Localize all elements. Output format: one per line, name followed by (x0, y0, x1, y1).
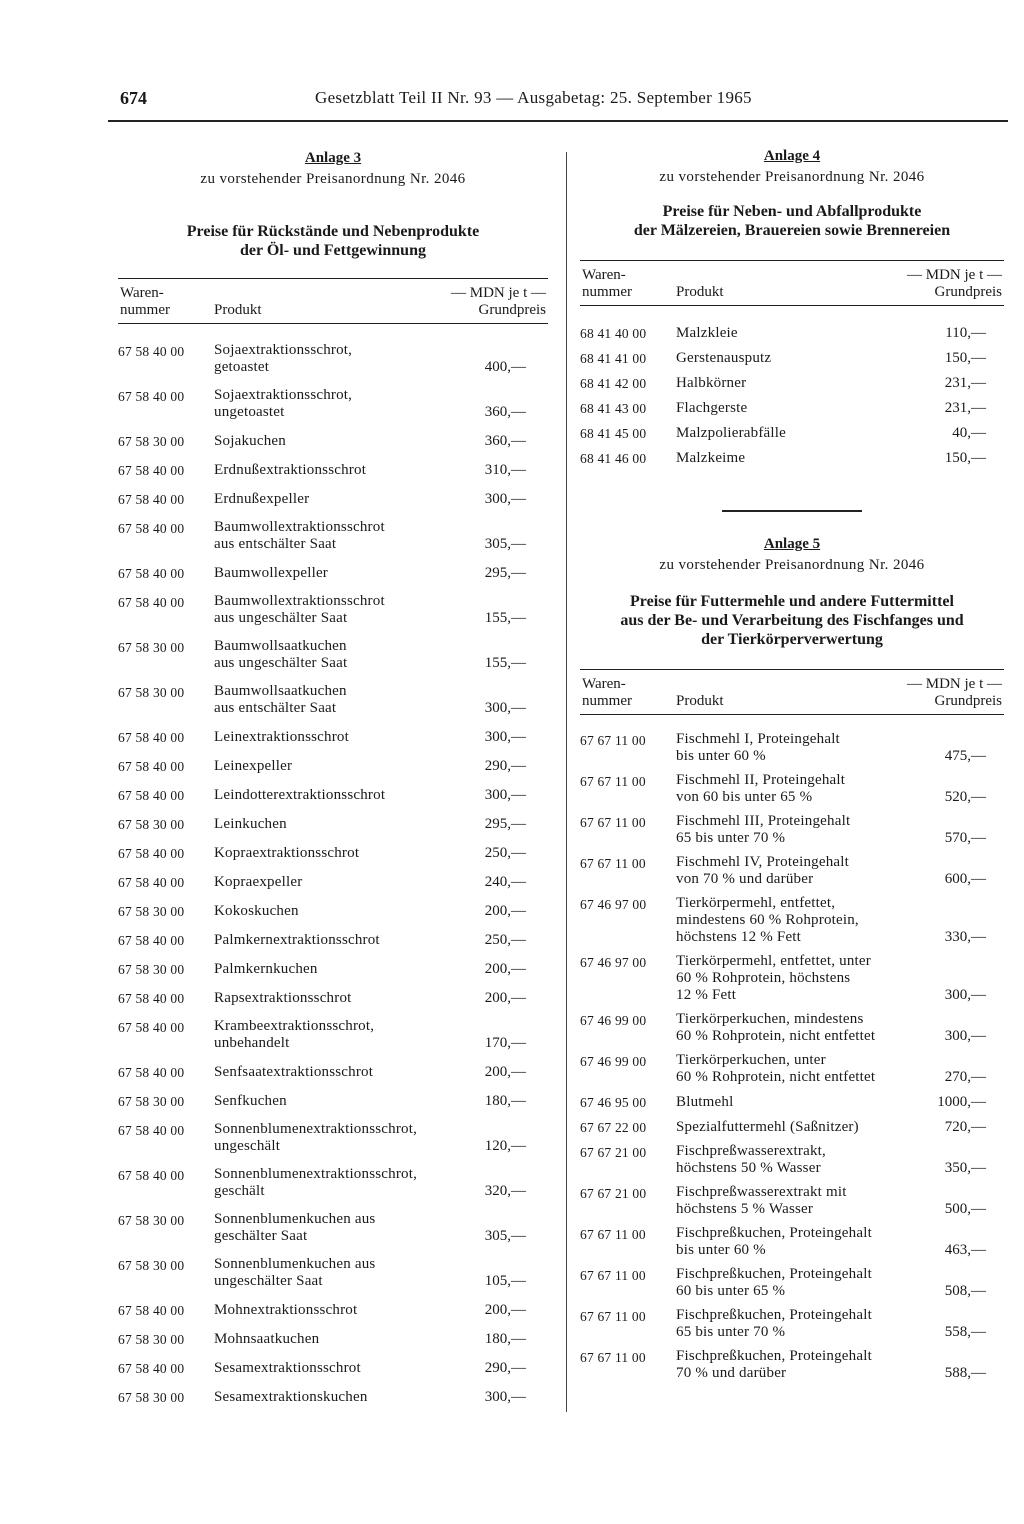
warennummer-cell: 67 67 11 00 (580, 856, 646, 871)
grundpreis-cell: 475,— (944, 748, 986, 764)
grundpreis-cell: 500,— (944, 1201, 986, 1217)
produkt-cell: Sojaextraktionsschrot, getoastet (214, 342, 353, 375)
grundpreis-cell: 300,— (944, 1028, 986, 1044)
produkt-cell: Senfsaatextraktionsschrot (214, 1064, 374, 1080)
produkt-cell: Sonnenblumenextraktionsschrot, geschält (214, 1166, 418, 1199)
produkt-cell: Palmkernkuchen (214, 961, 318, 977)
produkt-cell: Leindotterextraktionsschrot (214, 787, 386, 803)
anlage-3-subtitle: zu vorstehender Preisanordnung Nr. 2046 (200, 171, 466, 187)
warennummer-cell: 67 58 40 00 (118, 1123, 185, 1138)
produkt-cell: Fischpreßkuchen, Proteingehalt 60 bis unter 65 % (676, 1266, 872, 1299)
grundpreis-cell: 508,— (944, 1283, 986, 1299)
produkt-cell: Blutmehl (676, 1094, 734, 1110)
anlage-4-subtitle: zu vorstehender Preisanordnung Nr. 2046 (659, 169, 925, 185)
table-row (118, 1330, 548, 1348)
warennummer-cell: 67 58 40 00 (118, 521, 185, 536)
table-row (118, 1256, 548, 1290)
grundpreis-cell: 305,— (484, 536, 526, 552)
grundpreis-cell: 250,— (484, 845, 526, 861)
table-row (580, 1093, 1004, 1111)
grundpreis-cell: 360,— (484, 433, 526, 449)
table-row (118, 815, 548, 833)
grundpreis-cell: 40,— (952, 425, 986, 441)
warennummer-cell: 67 46 97 00 (580, 955, 647, 970)
column-header-warennummer: Waren- nummer (582, 267, 632, 300)
warennummer-cell: 67 46 95 00 (580, 1095, 647, 1110)
produkt-cell: Malzkleie (676, 325, 738, 341)
table-row (118, 989, 548, 1007)
produkt-cell: Baumwollextraktionsschrot aus entschälter Saat (214, 519, 385, 552)
warennummer-cell: 67 58 30 00 (118, 1332, 185, 1347)
anlage-5-title (580, 592, 1004, 649)
produkt-cell: Fischmehl IV, Proteingehalt von 70 % und darüber (676, 854, 850, 887)
grundpreis-cell: 155,— (484, 610, 526, 626)
grundpreis-cell: 120,— (484, 1138, 526, 1154)
warennummer-cell: 67 67 11 00 (580, 1350, 646, 1365)
produkt-cell: Sonnenblumenextraktionsschrot, ungeschält (214, 1121, 418, 1154)
warennummer-cell: 67 46 97 00 (580, 897, 647, 912)
warennummer-cell: 67 58 40 00 (118, 1065, 185, 1080)
produkt-cell: Leinkuchen (214, 816, 287, 832)
warennummer-cell: 67 58 40 00 (118, 846, 185, 861)
table-row (580, 449, 1004, 467)
produkt-cell: Erdnußexpeller (214, 491, 310, 507)
produkt-cell: Sesamextraktionskuchen (214, 1389, 368, 1405)
grundpreis-cell: 300,— (484, 787, 526, 803)
grundpreis-cell: 600,— (944, 871, 986, 887)
table-row (118, 1211, 548, 1245)
table-row (580, 1307, 1004, 1341)
produkt-cell: Kopraexpeller (214, 874, 303, 890)
table-row (118, 1166, 548, 1200)
warennummer-cell: 67 67 22 00 (580, 1120, 647, 1135)
grundpreis-cell: 300,— (484, 729, 526, 745)
table-row (118, 432, 548, 450)
produkt-cell: Sonnenblumenkuchen aus geschälter Saat (214, 1211, 376, 1244)
table-row (118, 1092, 548, 1110)
produkt-cell: Gerstenausputz (676, 350, 772, 366)
warennummer-cell: 67 58 30 00 (118, 1390, 185, 1405)
table-row (580, 813, 1004, 847)
produkt-cell: Fischmehl I, Proteingehalt bis unter 60 % (676, 731, 840, 764)
warennummer-cell: 67 58 30 00 (118, 962, 185, 977)
table-row (580, 772, 1004, 806)
warennummer-cell: 67 58 40 00 (118, 1020, 185, 1035)
anlage-5-subtitle: zu vorstehender Preisanordnung Nr. 2046 (659, 557, 925, 573)
grundpreis-cell: 570,— (944, 830, 986, 846)
warennummer-cell: 67 58 30 00 (118, 817, 185, 832)
anlage-5-table-header (580, 669, 1004, 715)
warennummer-cell: 67 58 40 00 (118, 344, 185, 359)
grundpreis-cell: 558,— (944, 1324, 986, 1340)
grundpreis-cell: 300,— (484, 700, 526, 716)
anlage-4-title (580, 202, 1004, 240)
warennummer-cell: 67 58 40 00 (118, 463, 185, 478)
warennummer-cell: 67 58 40 00 (118, 1361, 185, 1376)
column-header-warennummer: Waren- nummer (120, 285, 170, 318)
table-row (580, 424, 1004, 442)
table-row (118, 638, 548, 672)
warennummer-cell: 67 58 40 00 (118, 566, 185, 581)
grundpreis-cell: 300,— (944, 987, 986, 1003)
produkt-cell: Fischmehl III, Proteingehalt 65 bis unter 70 % (676, 813, 851, 846)
produkt-cell: Leinexpeller (214, 758, 293, 774)
grundpreis-cell: 310,— (484, 462, 526, 478)
produkt-cell: Fischpreßkuchen, Proteingehalt 70 % und darüber (676, 1348, 872, 1381)
grundpreis-cell: 200,— (484, 961, 526, 977)
column-header-produkt: Produkt (214, 302, 262, 318)
warennummer-cell: 67 58 40 00 (118, 991, 185, 1006)
table-row (118, 786, 548, 804)
warennummer-cell: 67 58 40 00 (118, 875, 185, 890)
table-row (118, 519, 548, 553)
anlage-4-table-header (580, 260, 1004, 306)
produkt-cell: Fischpreßkuchen, Proteingehalt bis unter 60 % (676, 1225, 872, 1258)
grundpreis-cell: 350,— (944, 1160, 986, 1176)
produkt-cell: Sojakuchen (214, 433, 286, 449)
grundpreis-cell: 200,— (484, 990, 526, 1006)
anlage-5-title-line2: aus der Be- und Verarbeitung des Fischfanges und (620, 612, 964, 629)
table-row (580, 374, 1004, 392)
anlage-4-title-line1: Preise für Neben- und Abfallprodukte (662, 203, 922, 220)
produkt-cell: Malzkeime (676, 450, 746, 466)
warennummer-cell: 67 58 30 00 (118, 1213, 185, 1228)
warennummer-cell: 68 41 42 00 (580, 376, 647, 391)
warennummer-cell: 67 67 21 00 (580, 1145, 647, 1160)
table-row (118, 683, 548, 717)
table-row (118, 593, 548, 627)
table-row (118, 873, 548, 891)
produkt-cell: Baumwollexpeller (214, 565, 329, 581)
produkt-cell: Flachgerste (676, 400, 748, 416)
table-row (580, 1184, 1004, 1218)
running-title: Gesetzblatt Teil II Nr. 93 — Ausgabetag: 25. September 1965 (315, 88, 752, 107)
table-row (118, 757, 548, 775)
grundpreis-cell: 180,— (484, 1331, 526, 1347)
produkt-cell: Malzpolierabfälle (676, 425, 787, 441)
table-row (118, 564, 548, 582)
grundpreis-cell: 200,— (484, 903, 526, 919)
warennummer-cell: 68 41 40 00 (580, 326, 647, 341)
column-header-grundpreis: — MDN je t — Grundpreis (907, 267, 1002, 300)
section-separator-rule (722, 510, 862, 512)
warennummer-cell: 67 58 40 00 (118, 1168, 185, 1183)
grundpreis-cell: 170,— (484, 1035, 526, 1051)
anlage-3-section (118, 150, 548, 1417)
grundpreis-cell: 320,— (484, 1183, 526, 1199)
produkt-cell: Tierkörpermehl, entfettet, mindestens 60 % Rohprotein, höchstens 12 % Fett (676, 895, 859, 945)
produkt-cell: Halbkörner (676, 375, 747, 391)
produkt-cell: Palmkernextraktionsschrot (214, 932, 380, 948)
anlage-5-label: Anlage 5 (763, 536, 821, 552)
table-row (118, 1018, 548, 1052)
table-row (118, 960, 548, 978)
column-divider (566, 152, 567, 1412)
table-row (580, 1011, 1004, 1045)
produkt-cell: Tierkörpermehl, entfettet, unter 60 % Rohprotein, höchstens 12 % Fett (676, 953, 871, 1003)
table-row (580, 731, 1004, 765)
produkt-cell: Mohnsaatkuchen (214, 1331, 320, 1347)
warennummer-cell: 67 67 11 00 (580, 1309, 646, 1324)
grundpreis-cell: 200,— (484, 1064, 526, 1080)
warennummer-cell: 67 58 40 00 (118, 595, 185, 610)
produkt-cell: Sonnenblumenkuchen aus ungeschälter Saat (214, 1256, 376, 1289)
anlage-3-table-header (118, 278, 548, 324)
page-header (120, 88, 1010, 116)
produkt-cell: Kokoskuchen (214, 903, 299, 919)
grundpreis-cell: 720,— (944, 1119, 986, 1135)
anlage-4-table-body (580, 324, 1004, 467)
table-row (118, 844, 548, 862)
table-row (118, 342, 548, 376)
grundpreis-cell: 240,— (484, 874, 526, 890)
grundpreis-cell: 231,— (944, 400, 986, 416)
table-row (118, 1121, 548, 1155)
anlage-4-section (580, 148, 1004, 474)
anlage-5-title-line1: Preise für Futtermehle und andere Futtermittel (630, 593, 954, 610)
warennummer-cell: 67 67 11 00 (580, 733, 646, 748)
table-row (580, 349, 1004, 367)
table-row (580, 1348, 1004, 1382)
grundpreis-cell: 520,— (944, 789, 986, 805)
produkt-cell: Baumwollsaatkuchen aus entschälter Saat (214, 683, 347, 716)
warennummer-cell: 67 58 40 00 (118, 730, 185, 745)
produkt-cell: Sesamextraktionsschrot (214, 1360, 361, 1376)
warennummer-cell: 67 58 30 00 (118, 685, 185, 700)
table-row (118, 387, 548, 421)
anlage-5-section (580, 536, 1004, 1389)
table-row (580, 1266, 1004, 1300)
warennummer-cell: 67 67 11 00 (580, 1268, 646, 1283)
produkt-cell: Baumwollextraktionsschrot aus ungeschälter Saat (214, 593, 385, 626)
anlage-5-title-line3: der Tierkörperverwertung (701, 631, 883, 648)
grundpreis-cell: 150,— (944, 450, 986, 466)
grundpreis-cell: 290,— (484, 758, 526, 774)
produkt-cell: Baumwollsaatkuchen aus ungeschälter Saat (214, 638, 348, 671)
warennummer-cell: 67 46 99 00 (580, 1013, 647, 1028)
table-row (580, 895, 1004, 946)
warennummer-cell: 67 58 40 00 (118, 933, 185, 948)
table-row (118, 1359, 548, 1377)
produkt-cell: Krambeextraktionsschrot, unbehandelt (214, 1018, 375, 1051)
grundpreis-cell: 330,— (944, 929, 986, 945)
header-rule (108, 120, 1008, 122)
table-row (118, 728, 548, 746)
grundpreis-cell: 295,— (484, 565, 526, 581)
table-row (580, 854, 1004, 888)
warennummer-cell: 67 67 21 00 (580, 1186, 647, 1201)
warennummer-cell: 67 58 30 00 (118, 434, 185, 449)
page-number: 674 (120, 88, 147, 108)
produkt-cell: Spezialfuttermehl (Saßnitzer) (676, 1119, 859, 1135)
grundpreis-cell: 200,— (484, 1302, 526, 1318)
column-header-produkt: Produkt (676, 284, 724, 300)
anlage-4-title-line2: der Mälzereien, Brauereien sowie Brennereien (633, 222, 951, 239)
table-row (580, 1052, 1004, 1086)
table-row (118, 931, 548, 949)
grundpreis-cell: 360,— (484, 404, 526, 420)
table-row (580, 953, 1004, 1004)
column-header-grundpreis: — MDN je t — Grundpreis (907, 676, 1002, 709)
warennummer-cell: 67 67 11 00 (580, 774, 646, 789)
anlage-3-title (118, 222, 548, 260)
table-row (118, 490, 548, 508)
column-header-produkt: Produkt (676, 693, 724, 709)
grundpreis-cell: 231,— (944, 375, 986, 391)
warennummer-cell: 67 58 40 00 (118, 492, 185, 507)
grundpreis-cell: 155,— (484, 655, 526, 671)
produkt-cell: Senfkuchen (214, 1093, 287, 1109)
table-row (118, 1388, 548, 1406)
produkt-cell: Tierkörperkuchen, unter 60 % Rohprotein, nicht entfettet (676, 1052, 876, 1085)
grundpreis-cell: 588,— (944, 1365, 986, 1381)
produkt-cell: Erdnußextraktionsschrot (214, 462, 367, 478)
grundpreis-cell: 400,— (484, 359, 526, 375)
anlage-3-label: Anlage 3 (304, 150, 362, 166)
produkt-cell: Rapsextraktionsschrot (214, 990, 352, 1006)
warennummer-cell: 67 67 11 00 (580, 815, 646, 830)
grundpreis-cell: 463,— (944, 1242, 986, 1258)
grundpreis-cell: 300,— (484, 491, 526, 507)
table-row (118, 1301, 548, 1319)
warennummer-cell: 67 58 30 00 (118, 904, 185, 919)
anlage-3-title-line2: der Öl- und Fettgewinnung (240, 242, 426, 259)
produkt-cell: Fischpreßkuchen, Proteingehalt 65 bis unter 70 % (676, 1307, 872, 1340)
table-row (580, 1143, 1004, 1177)
produkt-cell: Fischpreßwasserextrakt, höchstens 50 % Wasser (676, 1143, 826, 1176)
produkt-cell: Leinextraktionsschrot (214, 729, 349, 745)
anlage-4-label: Anlage 4 (763, 148, 821, 164)
anlage-5-table-body (580, 731, 1004, 1382)
grundpreis-cell: 270,— (944, 1069, 986, 1085)
table-row (118, 1063, 548, 1081)
produkt-cell: Kopraextraktionsschrot (214, 845, 360, 861)
warennummer-cell: 68 41 46 00 (580, 451, 647, 466)
warennummer-cell: 67 58 40 00 (118, 788, 185, 803)
table-row (580, 1225, 1004, 1259)
grundpreis-cell: 180,— (484, 1093, 526, 1109)
table-row (118, 461, 548, 479)
warennummer-cell: 67 58 40 00 (118, 759, 185, 774)
warennummer-cell: 68 41 45 00 (580, 426, 647, 441)
warennummer-cell: 67 67 11 00 (580, 1227, 646, 1242)
grundpreis-cell: 1000,— (937, 1094, 986, 1110)
grundpreis-cell: 295,— (484, 816, 526, 832)
grundpreis-cell: 250,— (484, 932, 526, 948)
table-row (580, 324, 1004, 342)
produkt-cell: Mohnextraktionsschrot (214, 1302, 358, 1318)
grundpreis-cell: 105,— (484, 1273, 526, 1289)
grundpreis-cell: 110,— (945, 325, 986, 341)
table-row (118, 902, 548, 920)
column-header-warennummer: Waren- nummer (582, 676, 632, 709)
warennummer-cell: 67 58 40 00 (118, 1303, 185, 1318)
warennummer-cell: 68 41 43 00 (580, 401, 647, 416)
grundpreis-cell: 150,— (944, 350, 986, 366)
column-header-grundpreis: — MDN je t — Grundpreis (451, 285, 546, 318)
produkt-cell: Fischmehl II, Proteingehalt von 60 bis unter 65 % (676, 772, 846, 805)
table-row (580, 1118, 1004, 1136)
warennummer-cell: 67 58 30 00 (118, 1258, 185, 1273)
warennummer-cell: 67 58 30 00 (118, 640, 185, 655)
anlage-3-title-line1: Preise für Rückstände und Nebenprodukte (186, 223, 480, 240)
produkt-cell: Sojaextraktionsschrot, ungetoastet (214, 387, 353, 420)
warennummer-cell: 68 41 41 00 (580, 351, 647, 366)
warennummer-cell: 67 58 40 00 (118, 389, 185, 404)
warennummer-cell: 67 58 30 00 (118, 1094, 185, 1109)
grundpreis-cell: 305,— (484, 1228, 526, 1244)
table-row (580, 399, 1004, 417)
grundpreis-cell: 300,— (484, 1389, 526, 1405)
warennummer-cell: 67 46 99 00 (580, 1054, 647, 1069)
anlage-3-table-body (118, 342, 548, 1406)
produkt-cell: Tierkörperkuchen, mindestens 60 % Rohprotein, nicht entfettet (676, 1011, 876, 1044)
grundpreis-cell: 290,— (484, 1360, 526, 1376)
produkt-cell: Fischpreßwasserextrakt mit höchstens 5 % Wasser (676, 1184, 847, 1217)
